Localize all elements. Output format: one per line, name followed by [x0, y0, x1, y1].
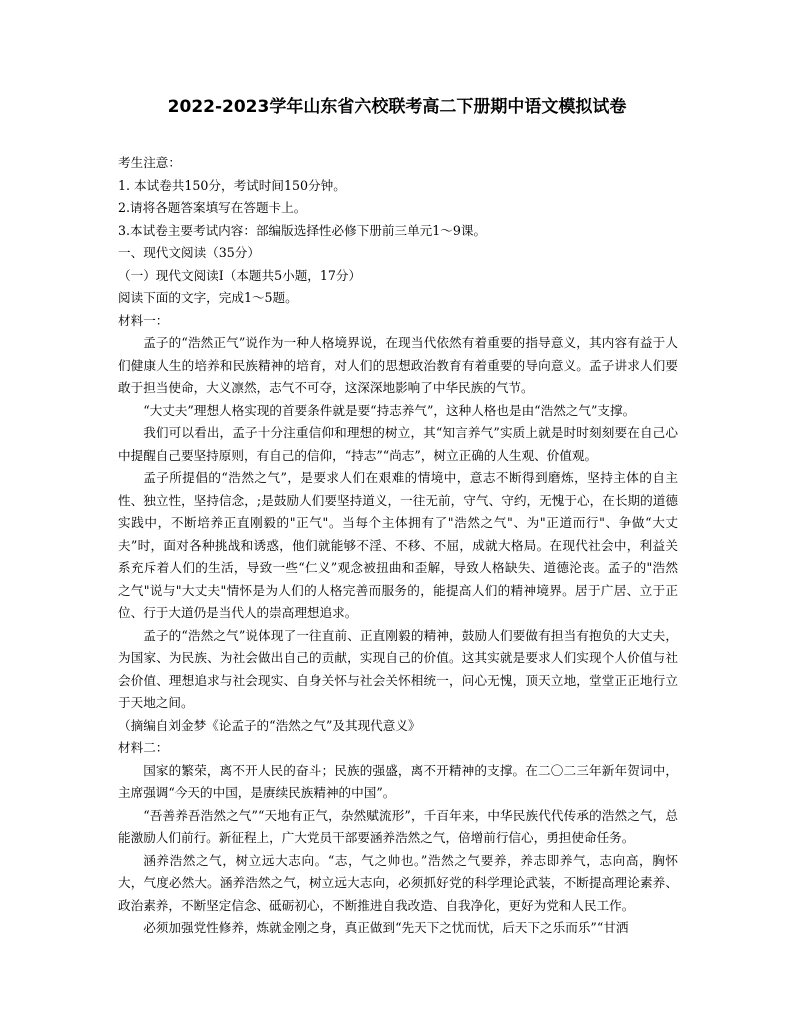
- material2-label: 材料二：: [118, 740, 169, 755]
- document-body: [118, 152, 678, 940]
- material2-paragraph: 涵养浩然之气，树立远大志向。“志，气之帅也。”浩然之气要养，养志即养气，志向高，胸怀大，气度必然大。涵养浩然之气，树立远大志向，必须抓好党的科学理论武装，不断提高理论素养、政治素养，不断坚定信念、砥砺初心，不断推进自我改造、自我净化，更好为党和人民工作。: [118, 852, 678, 913]
- material2-paragraph: 必须加强党性修养，炼就金刚之身，真正做到“先天下之忧而忧，后天下之乐而乐”“甘洒: [143, 920, 629, 935]
- material1-paragraph: 孟子所提倡的“浩然之气”，是要求人们在艰难的情境中，意志不断得到磨炼，坚持主体的自主性、独立性，坚持信念，;是鼓励人们要坚持道义，一往无前，守气、守约，无愧于心，在长期的道德实践中，不断培养正直刚毅的"正气"。当每个主体拥有了"浩然之气"、为"正道而行"、争做“大丈夫”时，面对各种挑战和诱惑，他们就能够不淫、不移、不屈，成就大格局。在现代社会中，利益关系充斥着人们的生活，导致一些“仁义”观念被扭曲和歪解，导致人格缺失、道德沦丧。孟子的"浩然之气"说与"大丈夫"情怀是为人们的人格完善而服务的，能提高人们的精神境界。居于广居、立于正位、行于大道仍是当代人的崇高理想追求。: [118, 470, 678, 620]
- notice-item: 1. 本试卷共150分，考试时间150分钟。: [118, 177, 346, 193]
- section-instruction: 阅读下面的文字，完成1～5题。: [118, 290, 298, 305]
- material1-paragraph: 我们可以看出，孟子十分注重信仰和理想的树立，其“知言养气”实质上就是时时刻刻要在自己心中提醒自己要坚持原则，有自己的信仰，“持志”“尚志”，树立正确的人生观、价值观。: [118, 425, 678, 463]
- material2-paragraph: 国家的繁荣，离不开人民的奋斗；民族的强盛，离不开精神的支撑。在二〇二三年新年贺词中，主席强调“今天的中国，是赓续民族精神的中国”。: [118, 762, 678, 800]
- material1-paragraph: 孟子的“浩然之气”说体现了一往直前、正直刚毅的精神，鼓励人们要做有担当有抱负的大丈夫，为国家、为民族、为社会做出自己的贡献，实现自己的价值。这其实就是要求人们实现个人价值与社会价值、理想追求与社会现实、自身关怀与社会关怀相统一，问心无愧，顶天立地，堂堂正正地行立于天地之间。: [118, 627, 678, 710]
- page-title: 2022-2023学年山东省六校联考高二下册期中语文模拟试卷: [167, 97, 627, 117]
- notice-heading: 考生注意：: [118, 155, 181, 170]
- section-heading: 一、现代文阅读（35分）: [118, 245, 260, 260]
- material1-label: 材料一：: [118, 312, 169, 328]
- material1-source: （摘编自刘金梦《论孟子的“浩然之气”及其现代意义》: [118, 717, 421, 733]
- section-subheading: （一）现代文阅读Ⅰ（本题共5小题，17分）: [118, 267, 362, 283]
- material1-paragraph: 孟子的“浩然正气”说作为一种人格境界说，在现当代依然有着重要的指导意义，其内容有益于人们健康人生的培养和民族精神的培育，对人们的思想政治教育有着重要的导向意义。孟子讲求人们要敢于担当使命，大义凛然，志气不可夺，这深深地影响了中华民族的气节。: [118, 335, 678, 395]
- material1-paragraph: “大丈夫”理想人格实现的首要条件就是要“持志养气”，这种人格也是由“浩然之气”支撑。: [143, 402, 636, 418]
- notice-item: 3.本试卷主要考试内容：部编版选择性必修下册前三单元1～9课。: [118, 222, 487, 238]
- notice-item: 2.请将各题答案填写在答题卡上。: [118, 200, 307, 215]
- material2-paragraph: “吾善养吾浩然之气”“天地有正气，杂然赋流形”，千百年来，中华民族代代传承的浩然之气，总能激励人们前行。新征程上，广大党员干部要涵养浩然之气，倍增前行信心，勇担使命任务。: [118, 807, 678, 845]
